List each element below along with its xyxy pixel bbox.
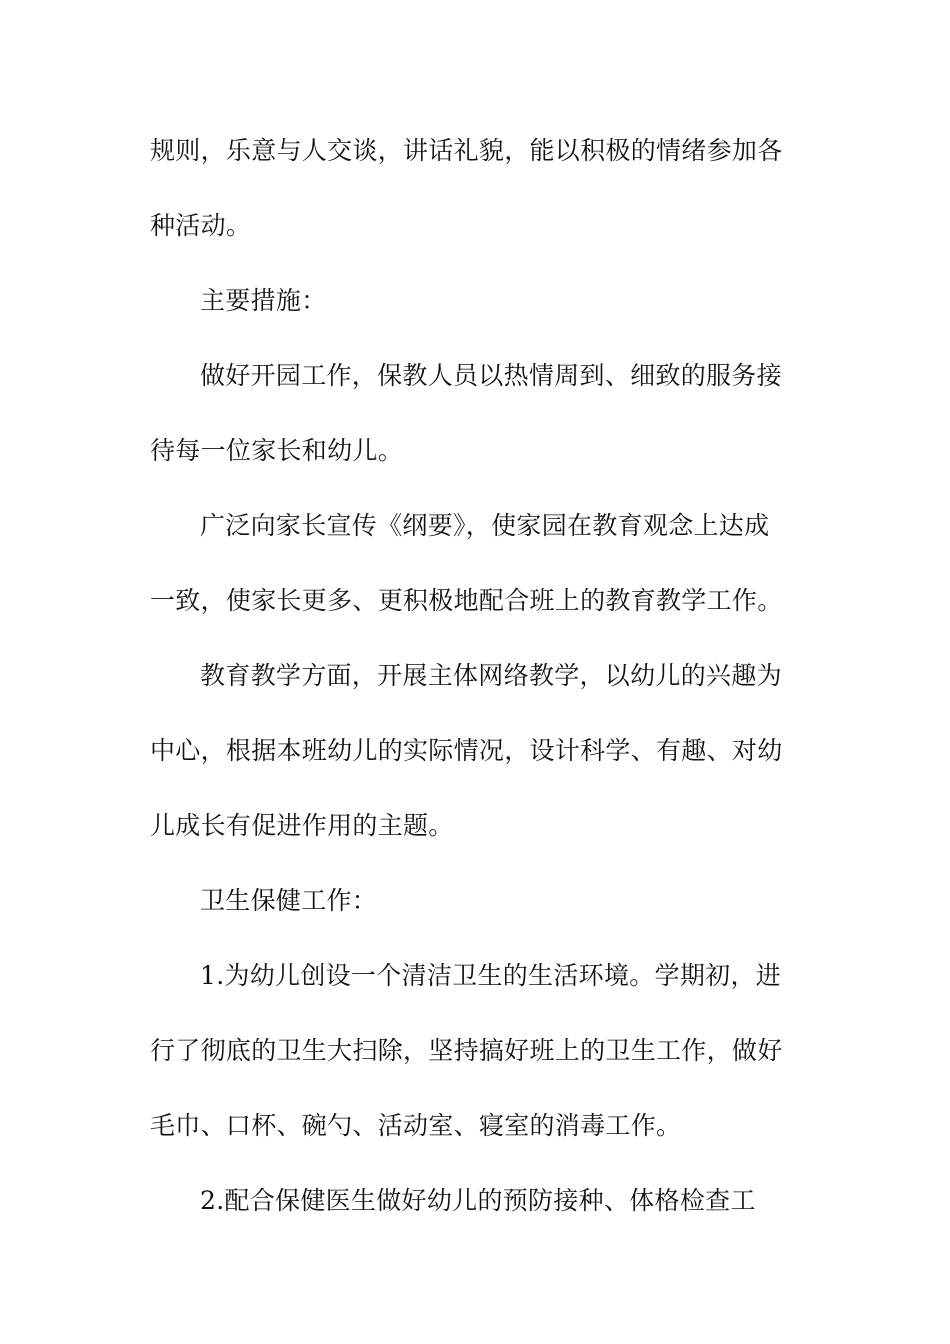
text-line: 行了彻底的卫生大扫除，坚持搞好班上的卫生工作，做好	[150, 1036, 783, 1065]
text-line: 教育教学方面，开展主体网络教学，以幼儿的兴趣为	[200, 661, 782, 690]
text-line: 做好开园工作，保教人员以热情周到、细致的服务接	[200, 361, 782, 390]
text-line: 中心，根据本班幼儿的实际情况，设计科学、有趣、对幼	[150, 736, 783, 765]
section-heading: 卫生保健工作：	[200, 886, 378, 915]
text-line: 待每一位家长和幼儿。	[150, 436, 404, 465]
text-line: 儿成长有促进作用的主题。	[150, 811, 454, 840]
text-line: 一致，使家长更多、更积极地配合班上的教育教学工作。	[150, 586, 783, 615]
text-line: 广泛向家长宣传《纲要》，使家园在教育观念上达成	[200, 511, 770, 540]
text-line: 种活动。	[150, 211, 252, 240]
section-heading: 主要措施：	[200, 286, 327, 315]
text-line: 规则，乐意与人交谈，讲话礼貌，能以积极的情绪参加各	[150, 136, 783, 165]
text-line: 毛巾、口杯、碗勺、活动室、寝室的消毒工作。	[150, 1111, 682, 1140]
text-line: 1.为幼儿创设一个清洁卫生的生活环境。学期初，进	[200, 961, 782, 990]
text-line: 2.配合保健医生做好幼儿的预防接种、体格检查工	[200, 1186, 756, 1215]
